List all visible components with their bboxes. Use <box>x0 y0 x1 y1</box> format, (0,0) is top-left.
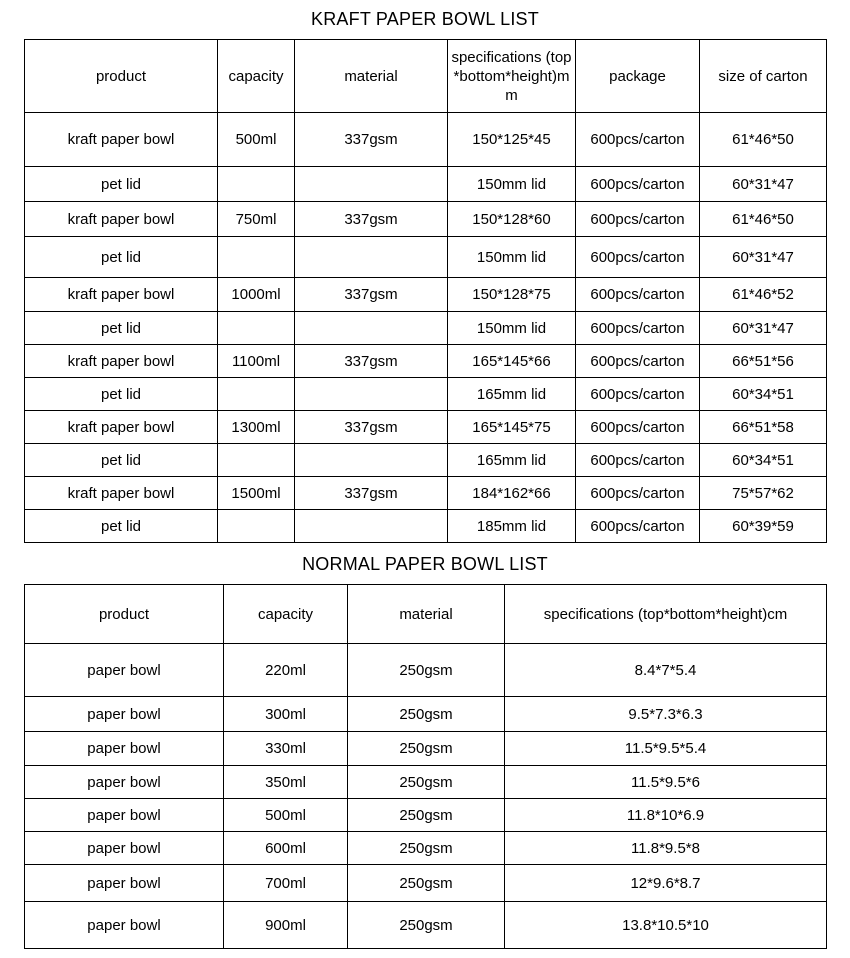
table-row <box>25 278 827 312</box>
cell-material: 337gsm <box>295 345 448 378</box>
table-row <box>25 411 827 444</box>
cell-material: 250gsm <box>348 697 505 732</box>
table-row <box>25 202 827 237</box>
cell-specifications: 11.5*9.5*5.4 <box>505 732 827 766</box>
cell-package: 600pcs/carton <box>576 278 700 312</box>
cell-carton-size: 75*57*62 <box>700 477 827 510</box>
cell-product: kraft paper bowl <box>25 113 218 167</box>
cell-product: paper bowl <box>25 902 224 949</box>
cell-specifications: 165mm lid <box>448 444 576 477</box>
normal-list-title: NORMAL PAPER BOWL LIST <box>302 554 548 574</box>
cell-product: pet lid <box>25 510 218 543</box>
cell-capacity <box>218 378 295 411</box>
cell-product: kraft paper bowl <box>25 278 218 312</box>
cell-product: kraft paper bowl <box>25 202 218 237</box>
cell-product: pet lid <box>25 237 218 278</box>
cell-product: kraft paper bowl <box>25 345 218 378</box>
cell-specifications: 150*128*75 <box>448 278 576 312</box>
normal-paper-bowl-table <box>24 584 827 949</box>
table-row <box>25 378 827 411</box>
cell-specifications: 165*145*66 <box>448 345 576 378</box>
cell-product: paper bowl <box>25 732 224 766</box>
cell-package: 600pcs/carton <box>576 444 700 477</box>
cell-capacity: 500ml <box>224 799 348 832</box>
cell-carton-size: 60*31*47 <box>700 312 827 345</box>
cell-material: 250gsm <box>348 832 505 865</box>
table-row <box>25 697 827 732</box>
cell-capacity: 300ml <box>224 697 348 732</box>
header-row <box>25 40 827 113</box>
table-row <box>25 477 827 510</box>
table-row <box>25 832 827 865</box>
cell-material <box>295 312 448 345</box>
cell-material <box>295 237 448 278</box>
cell-carton-size: 61*46*50 <box>700 202 827 237</box>
header-row <box>25 585 827 644</box>
cell-package: 600pcs/carton <box>576 411 700 444</box>
header-material: material <box>295 40 448 113</box>
cell-material <box>295 378 448 411</box>
table-row <box>25 113 827 167</box>
table-row <box>25 766 827 799</box>
cell-product: pet lid <box>25 312 218 345</box>
cell-specifications: 150*125*45 <box>448 113 576 167</box>
cell-product: paper bowl <box>25 697 224 732</box>
cell-specifications: 165*145*75 <box>448 411 576 444</box>
cell-material: 250gsm <box>348 644 505 697</box>
cell-material: 250gsm <box>348 799 505 832</box>
cell-material: 337gsm <box>295 202 448 237</box>
header-material: material <box>348 585 505 644</box>
cell-material <box>295 444 448 477</box>
cell-material: 337gsm <box>295 278 448 312</box>
cell-specifications: 185mm lid <box>448 510 576 543</box>
cell-specifications: 8.4*7*5.4 <box>505 644 827 697</box>
table-row <box>25 799 827 832</box>
cell-material: 250gsm <box>348 865 505 902</box>
cell-specifications: 11.8*10*6.9 <box>505 799 827 832</box>
cell-capacity: 1100ml <box>218 345 295 378</box>
cell-capacity <box>218 510 295 543</box>
table-row <box>25 510 827 543</box>
cell-carton-size: 66*51*56 <box>700 345 827 378</box>
cell-product: kraft paper bowl <box>25 477 218 510</box>
cell-material: 337gsm <box>295 411 448 444</box>
cell-package: 600pcs/carton <box>576 167 700 202</box>
cell-material: 250gsm <box>348 902 505 949</box>
cell-package: 600pcs/carton <box>576 477 700 510</box>
cell-product: pet lid <box>25 378 218 411</box>
cell-capacity: 900ml <box>224 902 348 949</box>
cell-carton-size: 66*51*58 <box>700 411 827 444</box>
cell-material: 250gsm <box>348 732 505 766</box>
cell-carton-size: 61*46*52 <box>700 278 827 312</box>
header-product: product <box>25 40 218 113</box>
cell-material: 337gsm <box>295 477 448 510</box>
cell-specifications: 184*162*66 <box>448 477 576 510</box>
kraft-list-title: KRAFT PAPER BOWL LIST <box>311 9 539 29</box>
cell-capacity <box>218 444 295 477</box>
cell-capacity: 330ml <box>224 732 348 766</box>
table-row <box>25 732 827 766</box>
cell-capacity: 600ml <box>224 832 348 865</box>
cell-product: kraft paper bowl <box>25 411 218 444</box>
table-row <box>25 237 827 278</box>
cell-package: 600pcs/carton <box>576 378 700 411</box>
cell-material <box>295 510 448 543</box>
cell-capacity: 350ml <box>224 766 348 799</box>
cell-capacity <box>218 237 295 278</box>
cell-carton-size: 60*31*47 <box>700 167 827 202</box>
cell-specifications: 11.8*9.5*8 <box>505 832 827 865</box>
cell-product: pet lid <box>25 444 218 477</box>
cell-specifications: 150*128*60 <box>448 202 576 237</box>
cell-capacity: 220ml <box>224 644 348 697</box>
cell-product: paper bowl <box>25 799 224 832</box>
cell-capacity: 1500ml <box>218 477 295 510</box>
cell-material: 337gsm <box>295 113 448 167</box>
cell-specifications: 165mm lid <box>448 378 576 411</box>
cell-package: 600pcs/carton <box>576 202 700 237</box>
cell-capacity: 700ml <box>224 865 348 902</box>
table-row <box>25 312 827 345</box>
cell-specifications: 150mm lid <box>448 312 576 345</box>
header-specifications: specifications (top*bottom*height)mm <box>448 40 576 113</box>
cell-carton-size: 60*34*51 <box>700 378 827 411</box>
cell-carton-size: 60*39*59 <box>700 510 827 543</box>
header-capacity: capacity <box>218 40 295 113</box>
header-specifications: specifications (top*bottom*height)cm <box>505 585 827 644</box>
kraft-paper-bowl-table <box>24 39 827 543</box>
cell-specifications: 9.5*7.3*6.3 <box>505 697 827 732</box>
cell-product: paper bowl <box>25 832 224 865</box>
cell-carton-size: 60*31*47 <box>700 237 827 278</box>
cell-package: 600pcs/carton <box>576 345 700 378</box>
cell-package: 600pcs/carton <box>576 237 700 278</box>
table-row <box>25 444 827 477</box>
cell-specifications: 11.5*9.5*6 <box>505 766 827 799</box>
cell-carton-size: 61*46*50 <box>700 113 827 167</box>
cell-product: pet lid <box>25 167 218 202</box>
header-package: package <box>576 40 700 113</box>
cell-product: paper bowl <box>25 644 224 697</box>
header-product: product <box>25 585 224 644</box>
cell-material: 250gsm <box>348 766 505 799</box>
table-row <box>25 345 827 378</box>
table-row <box>25 167 827 202</box>
cell-specifications: 150mm lid <box>448 167 576 202</box>
cell-capacity: 500ml <box>218 113 295 167</box>
table-row <box>25 902 827 949</box>
header-carton-size: size of carton <box>700 40 827 113</box>
table-row <box>25 865 827 902</box>
cell-product: paper bowl <box>25 865 224 902</box>
cell-specifications: 150mm lid <box>448 237 576 278</box>
cell-package: 600pcs/carton <box>576 312 700 345</box>
cell-specifications: 13.8*10.5*10 <box>505 902 827 949</box>
header-capacity: capacity <box>224 585 348 644</box>
cell-package: 600pcs/carton <box>576 510 700 543</box>
cell-capacity: 1300ml <box>218 411 295 444</box>
cell-capacity: 1000ml <box>218 278 295 312</box>
cell-product: paper bowl <box>25 766 224 799</box>
cell-capacity <box>218 312 295 345</box>
cell-material <box>295 167 448 202</box>
cell-package: 600pcs/carton <box>576 113 700 167</box>
cell-capacity: 750ml <box>218 202 295 237</box>
cell-capacity <box>218 167 295 202</box>
table-row <box>25 644 827 697</box>
cell-carton-size: 60*34*51 <box>700 444 827 477</box>
cell-specifications: 12*9.6*8.7 <box>505 865 827 902</box>
